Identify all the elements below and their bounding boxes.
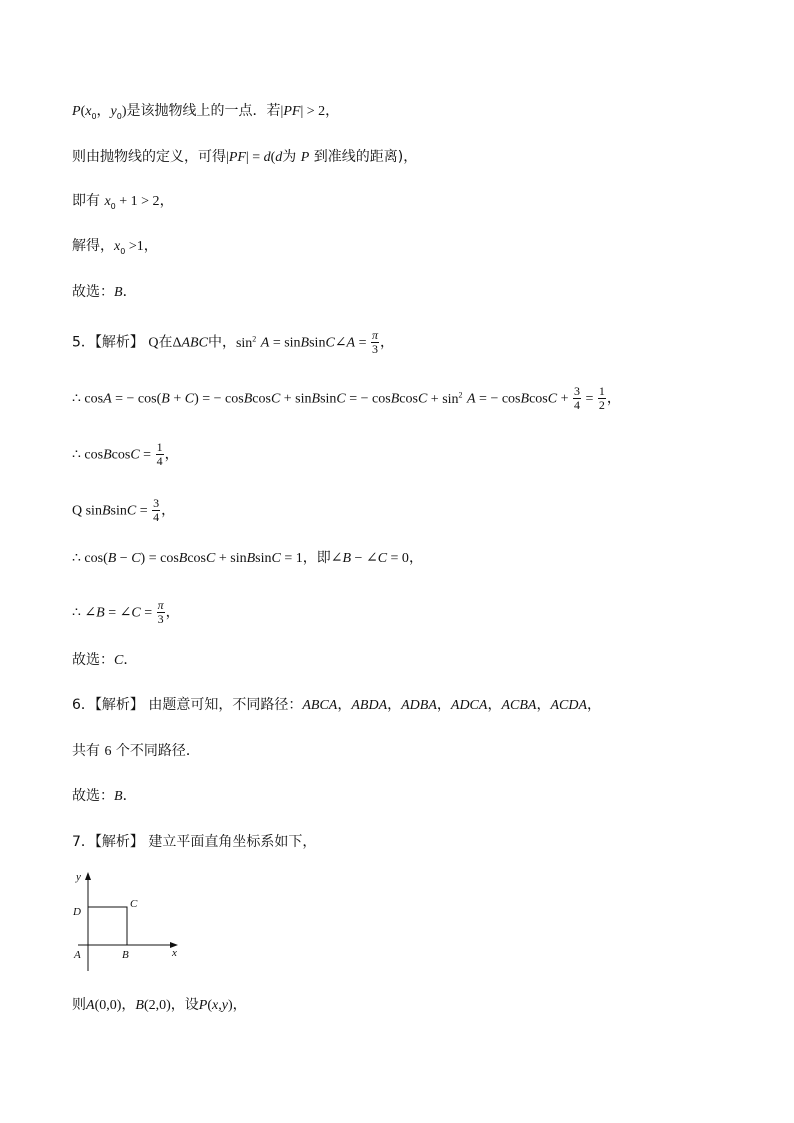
solution-line-7: ∴ cosA = − cos(B + C) = − cosBcosC + sinBsinC = − cosBcosC + $\sin^2 A$ = − cosBcosC + $\frac{3}{4}$ = $\frac{1}{2}$ ， [72,384,621,413]
coordinate-figure [68,866,188,976]
solution-line-8: ∴ cosBcosC = $\frac{1}{4}$ ， [72,440,179,468]
label-A: A [74,949,81,961]
solution-line-10: ∴ cos(B − C) = cosBcosC + sinBsinC = 1，即∠B − ∠C = 0， [72,550,423,566]
solution-line-9: Q sinBsinC = $\frac{3}{4}$ ， [72,496,176,524]
solution-line-3: 即有 $x_0 + 1 > 2$， [72,193,174,211]
label-B: B [122,949,129,961]
solution-line-11: ∴ ∠B = ∠C = $\frac{\pi}{3}$ ， [72,598,180,626]
text-source [0,0,1,1]
solution-line-4: 解得，$x_0 >1$， [72,238,158,256]
label-y: y [76,871,81,883]
solution-line-12: 故选：C． [72,652,138,668]
label-D: D [73,906,81,918]
solution-line-1: $P(x_0$，$y_0$)是该抛物线上的一点．若|PF| > 2， [72,103,340,121]
solution-line-2: 则由抛物线的定义，可得|PF| = d(d为 P 到准线的距离)， [72,149,418,165]
solution-line-13: 6．【解析】 由题意可知，不同路径：ABCA，ABDA，ADBA，ADCA，ACBA，ACDA， [72,697,602,713]
label-C: C [130,898,138,910]
solution-line-16: 7．【解析】 建立平面直角坐标系如下， [72,834,317,850]
solution-line-5: 故选：B． [72,284,137,300]
label-x: x [172,947,177,959]
solution-line-17: 则A(0,0)，B(2,0)，设P(x,y)， [72,997,247,1013]
solution-line-6: 5．【解析】 Q在ΔABC中，$\sin^2 A$ = sinBsinC∠A = $\frac{\pi}{3}$ ， [72,328,395,357]
solution-line-15: 故选：B． [72,788,137,804]
solution-line-14: 共有 6 个不同路径． [72,743,200,759]
